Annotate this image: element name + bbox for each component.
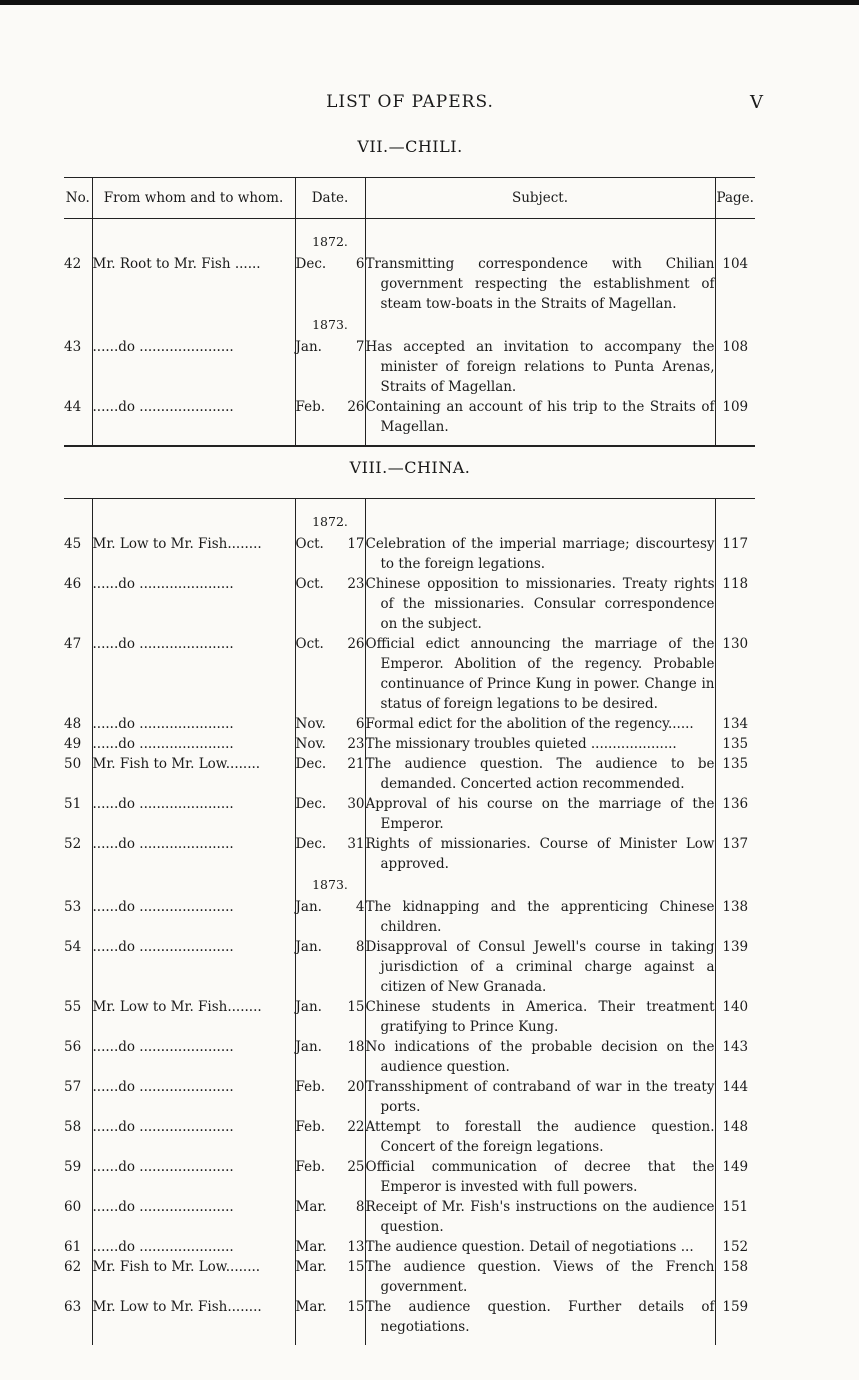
china-papers-table	[64, 498, 755, 1345]
paper-page: 135	[715, 754, 755, 794]
paper-page: 138	[715, 897, 755, 937]
subject-text: Disapproval of Consul Jewell's course in taking jurisdiction of a criminal charge against a citizen of New Granada.	[365, 939, 715, 995]
paper-from-to: ......do ......................	[92, 634, 295, 714]
paper-from-to: ......do ......................	[92, 794, 295, 834]
paper-date	[295, 397, 365, 437]
year-row-cell	[715, 314, 755, 337]
date-day: 8	[355, 939, 365, 955]
subject-text: Rights of missionaries. Course of Minister Low approved.	[365, 836, 715, 872]
paper-number: 58	[64, 1119, 82, 1135]
top-border	[0, 0, 859, 5]
date-month: Jan.	[295, 899, 322, 915]
paper-from-to: ......do ......................	[92, 714, 295, 734]
table-row	[64, 1077, 755, 1117]
paper-number: 61	[64, 1239, 82, 1255]
date-month: Oct.	[295, 636, 324, 652]
date-day: 4	[355, 899, 365, 915]
date-wrap	[296, 834, 365, 854]
date-month: Mar.	[295, 1199, 327, 1215]
date-month: Mar.	[295, 1239, 327, 1255]
date-day: 23	[347, 736, 365, 752]
date-wrap	[296, 574, 365, 594]
paper-page: 148	[715, 1117, 755, 1157]
paper-from-to: ......do ......................	[92, 337, 295, 397]
table-row	[64, 794, 755, 834]
date-wrap	[296, 1157, 365, 1177]
date-wrap	[296, 534, 365, 554]
date-wrap	[296, 337, 365, 357]
paper-number: 55	[64, 999, 82, 1015]
spacer-row	[64, 219, 755, 232]
date-wrap	[296, 997, 365, 1017]
paper-from-to: Mr. Low to Mr. Fish........	[92, 997, 295, 1037]
paper-date	[295, 834, 365, 874]
date-day: 6	[355, 256, 365, 272]
paper-date	[295, 1077, 365, 1117]
column-header-from: From whom and to whom.	[92, 178, 295, 219]
date-month: Dec.	[295, 756, 327, 772]
subject-text: Official edict announcing the marriage of the Emperor. Abolition of the regency. Probable continuance of Prince Kung in power. Change in status of foreign legations to be desired.	[365, 636, 715, 712]
table-row	[64, 1117, 755, 1157]
year-row	[64, 314, 755, 337]
paper-from-to: ......do ......................	[92, 1077, 295, 1117]
date-month: Nov.	[295, 716, 326, 732]
paper-subject	[365, 1257, 715, 1297]
spacer-row	[64, 499, 755, 512]
date-wrap	[296, 1197, 365, 1217]
date-day: 6	[355, 716, 365, 732]
table-row	[64, 337, 755, 397]
paper-date	[295, 1237, 365, 1257]
chili-table-body	[64, 219, 755, 447]
pad-cell	[365, 1337, 715, 1345]
pad-cell	[64, 437, 92, 446]
paper-subject	[365, 897, 715, 937]
paper-number: 56	[64, 1039, 82, 1055]
paper-from-to: ......do ......................	[92, 897, 295, 937]
subject-text: Celebration of the imperial marriage; discourtesy to the foreign legations.	[365, 536, 715, 572]
paper-subject	[365, 1157, 715, 1197]
paper-number: 57	[64, 1079, 82, 1095]
running-header	[0, 92, 859, 116]
spacer-cell	[295, 499, 365, 512]
paper-date	[295, 897, 365, 937]
date-month: Feb.	[295, 1079, 326, 1095]
year-row	[64, 874, 755, 897]
paper-page: 135	[715, 734, 755, 754]
spacer-cell	[64, 499, 92, 512]
pad-cell	[295, 1337, 365, 1345]
date-day: 31	[347, 836, 365, 852]
date-wrap	[296, 397, 365, 417]
paper-subject	[365, 337, 715, 397]
date-wrap	[296, 1077, 365, 1097]
paper-subject	[365, 1237, 715, 1257]
date-day: 30	[347, 796, 365, 812]
subject-text: The audience question. Views of the French government.	[365, 1259, 715, 1295]
paper-page: 143	[715, 1037, 755, 1077]
spacer-cell	[64, 219, 92, 232]
date-day: 20	[347, 1079, 365, 1095]
table-row	[64, 634, 755, 714]
year-row-cell	[92, 874, 295, 897]
paper-number: 50	[64, 756, 82, 772]
paper-from-to: Mr. Fish to Mr. Low........	[92, 754, 295, 794]
year-label: 1873.	[295, 874, 365, 897]
paper-page: 109	[715, 397, 755, 437]
paper-date	[295, 1117, 365, 1157]
paper-subject	[365, 714, 715, 734]
paper-number: 48	[64, 716, 82, 732]
year-label: 1872.	[295, 231, 365, 254]
paper-date	[295, 1197, 365, 1237]
subject-text: The audience question. Further details of negotiations.	[365, 1299, 715, 1335]
paper-page: 117	[715, 534, 755, 574]
table-row	[64, 1157, 755, 1197]
table-row	[64, 754, 755, 794]
date-day: 23	[347, 576, 365, 592]
page-number: V	[750, 92, 763, 113]
date-month: Feb.	[295, 399, 326, 415]
paper-date	[295, 574, 365, 634]
paper-date	[295, 254, 365, 314]
year-row-cell	[365, 874, 715, 897]
year-row-cell	[715, 874, 755, 897]
subject-text: Transmitting correspondence with Chilian government respecting the establishment of steam tow-boats in the Straits of Magellan.	[365, 256, 715, 312]
paper-date	[295, 634, 365, 714]
year-label: 1873.	[295, 314, 365, 337]
paper-number: 44	[64, 399, 82, 415]
paper-date	[295, 754, 365, 794]
paper-page: 151	[715, 1197, 755, 1237]
paper-from-to: ......do ......................	[92, 1157, 295, 1197]
spacer-cell	[715, 499, 755, 512]
date-day: 15	[347, 1299, 365, 1315]
spacer-cell	[92, 219, 295, 232]
paper-page: 152	[715, 1237, 755, 1257]
paper-from-to: Mr. Fish to Mr. Low........	[92, 1257, 295, 1297]
paper-page: 159	[715, 1297, 755, 1337]
column-header-no: No.	[64, 178, 92, 219]
year-row-cell	[92, 511, 295, 534]
subject-text: No indications of the probable decision on the audience question.	[365, 1039, 715, 1075]
year-row-cell	[64, 511, 92, 534]
paper-number: 42	[64, 256, 82, 272]
date-wrap	[296, 634, 365, 654]
paper-number: 60	[64, 1199, 82, 1215]
subject-text: The kidnapping and the apprenticing Chinese children.	[365, 899, 715, 935]
paper-page: 137	[715, 834, 755, 874]
date-month: Dec.	[295, 256, 327, 272]
paper-date	[295, 1297, 365, 1337]
paper-date	[295, 534, 365, 574]
date-month: Jan.	[295, 339, 322, 355]
paper-number: 45	[64, 536, 82, 552]
date-month: Feb.	[295, 1119, 326, 1135]
paper-page: 149	[715, 1157, 755, 1197]
section-title-china: VIII.—CHINA.	[349, 458, 471, 477]
spacer-cell	[92, 499, 295, 512]
date-day: 25	[347, 1159, 365, 1175]
date-wrap	[296, 937, 365, 957]
paper-subject	[365, 1197, 715, 1237]
paper-number: 46	[64, 576, 82, 592]
date-day: 26	[347, 636, 365, 652]
column-header-page: Page.	[715, 178, 755, 219]
year-row-cell	[64, 314, 92, 337]
table-row	[64, 534, 755, 574]
pad-cell	[92, 1337, 295, 1345]
bottom-pad-row	[64, 1337, 755, 1345]
date-day: 15	[347, 1259, 365, 1275]
table-row	[64, 397, 755, 437]
paper-from-to: ......do ......................	[92, 1197, 295, 1237]
paper-from-to: ......do ......................	[92, 1237, 295, 1257]
paper-from-to: ......do ......................	[92, 734, 295, 754]
paper-date	[295, 1157, 365, 1197]
date-month: Jan.	[295, 999, 322, 1015]
date-day: 22	[347, 1119, 365, 1135]
table-row	[64, 834, 755, 874]
table-row	[64, 1197, 755, 1237]
table-row	[64, 1037, 755, 1077]
table-row	[64, 254, 755, 314]
year-row-cell	[92, 314, 295, 337]
paper-from-to: ......do ......................	[92, 574, 295, 634]
spacer-cell	[295, 219, 365, 232]
paper-number: 53	[64, 899, 82, 915]
paper-page: 158	[715, 1257, 755, 1297]
paper-date	[295, 937, 365, 997]
table-row	[64, 1257, 755, 1297]
paper-number: 43	[64, 339, 82, 355]
paper-from-to: Mr. Low to Mr. Fish........	[92, 1297, 295, 1337]
date-month: Feb.	[295, 1159, 326, 1175]
table-header-row	[64, 178, 755, 219]
date-day: 15	[347, 999, 365, 1015]
paper-subject	[365, 997, 715, 1037]
paper-page: 118	[715, 574, 755, 634]
pad-cell	[92, 437, 295, 446]
date-wrap	[296, 1237, 365, 1257]
paper-subject	[365, 534, 715, 574]
subject-text: The audience question. The audience to be demanded. Concerted action recommended.	[365, 756, 715, 792]
year-row-cell	[365, 231, 715, 254]
paper-subject	[365, 254, 715, 314]
pad-cell	[64, 1337, 92, 1345]
date-day: 21	[347, 756, 365, 772]
paper-number: 47	[64, 636, 82, 652]
china-table-body	[64, 499, 755, 1346]
column-header-date: Date.	[295, 178, 365, 219]
subject-text: Official communication of decree that the Emperor is invested with full powers.	[365, 1159, 715, 1195]
paper-date	[295, 734, 365, 754]
date-month: Mar.	[295, 1299, 327, 1315]
paper-page: 139	[715, 937, 755, 997]
date-wrap	[296, 1037, 365, 1057]
pad-cell	[295, 437, 365, 446]
paper-subject	[365, 734, 715, 754]
spacer-cell	[365, 219, 715, 232]
date-day: 17	[347, 536, 365, 552]
paper-number: 59	[64, 1159, 82, 1175]
date-wrap	[296, 734, 365, 754]
year-row	[64, 511, 755, 534]
paper-from-to: ......do ......................	[92, 397, 295, 437]
year-row-cell	[92, 231, 295, 254]
date-wrap	[296, 897, 365, 917]
subject-text: Approval of his course on the marriage of the Emperor.	[365, 796, 715, 832]
paper-page: 134	[715, 714, 755, 734]
column-header-subject: Subject.	[365, 178, 715, 219]
paper-subject	[365, 1297, 715, 1337]
paper-date	[295, 997, 365, 1037]
subject-text: Receipt of Mr. Fish's instructions on the audience question.	[365, 1199, 715, 1235]
year-label: 1872.	[295, 511, 365, 534]
date-month: Jan.	[295, 1039, 322, 1055]
year-row	[64, 231, 755, 254]
paper-from-to: ......do ......................	[92, 937, 295, 997]
date-wrap	[296, 794, 365, 814]
paper-page: 136	[715, 794, 755, 834]
section-title-chili: VII.—CHILI.	[357, 137, 463, 156]
paper-date	[295, 1037, 365, 1077]
date-wrap	[296, 714, 365, 734]
date-month: Mar.	[295, 1259, 327, 1275]
paper-from-to: ......do ......................	[92, 1037, 295, 1077]
paper-date	[295, 714, 365, 734]
subject-text: The audience question. Detail of negotiations ...	[365, 1239, 694, 1255]
paper-from-to: ......do ......................	[92, 834, 295, 874]
year-row-cell	[64, 231, 92, 254]
date-wrap	[296, 1117, 365, 1137]
paper-subject	[365, 834, 715, 874]
pad-cell	[715, 1337, 755, 1345]
date-month: Dec.	[295, 836, 327, 852]
table-row	[64, 897, 755, 937]
year-row-cell	[64, 874, 92, 897]
year-row-cell	[365, 511, 715, 534]
subject-text: Transshipment of contraband of war in the treaty ports.	[365, 1079, 715, 1115]
subject-text: Containing an account of his trip to the Straits of Magellan.	[365, 399, 715, 435]
paper-from-to: Mr. Root to Mr. Fish ......	[92, 254, 295, 314]
paper-page: 144	[715, 1077, 755, 1117]
date-day: 13	[347, 1239, 365, 1255]
subject-text: Has accepted an invitation to accompany the minister of foreign relations to Punta Arenas, Straits of Magellan.	[365, 339, 715, 395]
year-row-cell	[715, 511, 755, 534]
subject-text: Chinese students in America. Their treatment gratifying to Prince Kung.	[365, 999, 715, 1035]
chili-papers-table	[64, 177, 755, 447]
subject-text: Chinese opposition to missionaries. Treaty rights of the missionaries. Consular correspondence on the subject.	[365, 576, 715, 632]
date-wrap	[296, 754, 365, 774]
pad-cell	[365, 437, 715, 446]
paper-page: 108	[715, 337, 755, 397]
paper-number: 52	[64, 836, 82, 852]
paper-subject	[365, 574, 715, 634]
paper-subject	[365, 1117, 715, 1157]
paper-date	[295, 794, 365, 834]
paper-subject	[365, 1077, 715, 1117]
date-day: 18	[347, 1039, 365, 1055]
spacer-cell	[715, 219, 755, 232]
bottom-pad-row	[64, 437, 755, 446]
table-row	[64, 574, 755, 634]
date-day: 8	[355, 1199, 365, 1215]
paper-subject	[365, 754, 715, 794]
paper-page: 130	[715, 634, 755, 714]
date-month: Oct.	[295, 536, 324, 552]
paper-from-to: ......do ......................	[92, 1117, 295, 1157]
table-row	[64, 1237, 755, 1257]
table-row	[64, 997, 755, 1037]
date-day: 26	[347, 399, 365, 415]
paper-number: 63	[64, 1299, 82, 1315]
year-row-cell	[715, 231, 755, 254]
table-row	[64, 714, 755, 734]
paper-date	[295, 337, 365, 397]
table-row	[64, 937, 755, 997]
date-wrap	[296, 1257, 365, 1277]
paper-number: 54	[64, 939, 82, 955]
year-row-cell	[365, 314, 715, 337]
paper-subject	[365, 937, 715, 997]
date-month: Oct.	[295, 576, 324, 592]
paper-subject	[365, 634, 715, 714]
table-row	[64, 1297, 755, 1337]
paper-number: 51	[64, 796, 82, 812]
date-month: Dec.	[295, 796, 327, 812]
date-wrap	[296, 254, 365, 274]
paper-page: 140	[715, 997, 755, 1037]
page-title: LIST OF PAPERS.	[326, 92, 494, 112]
date-month: Jan.	[295, 939, 322, 955]
paper-number: 62	[64, 1259, 82, 1275]
paper-date	[295, 1257, 365, 1297]
subject-text: Attempt to forestall the audience question. Concert of the foreign legations.	[365, 1119, 715, 1155]
table-row	[64, 734, 755, 754]
paper-subject	[365, 1037, 715, 1077]
date-wrap	[296, 1297, 365, 1317]
spacer-cell	[365, 499, 715, 512]
subject-text: Formal edict for the abolition of the regency......	[365, 716, 694, 732]
paper-subject	[365, 397, 715, 437]
date-month: Nov.	[295, 736, 326, 752]
paper-from-to: Mr. Low to Mr. Fish........	[92, 534, 295, 574]
pad-cell	[715, 437, 755, 446]
subject-text: The missionary troubles quieted ....................	[365, 736, 677, 752]
paper-number: 49	[64, 736, 82, 752]
paper-page: 104	[715, 254, 755, 314]
paper-subject	[365, 794, 715, 834]
date-day: 7	[355, 339, 365, 355]
